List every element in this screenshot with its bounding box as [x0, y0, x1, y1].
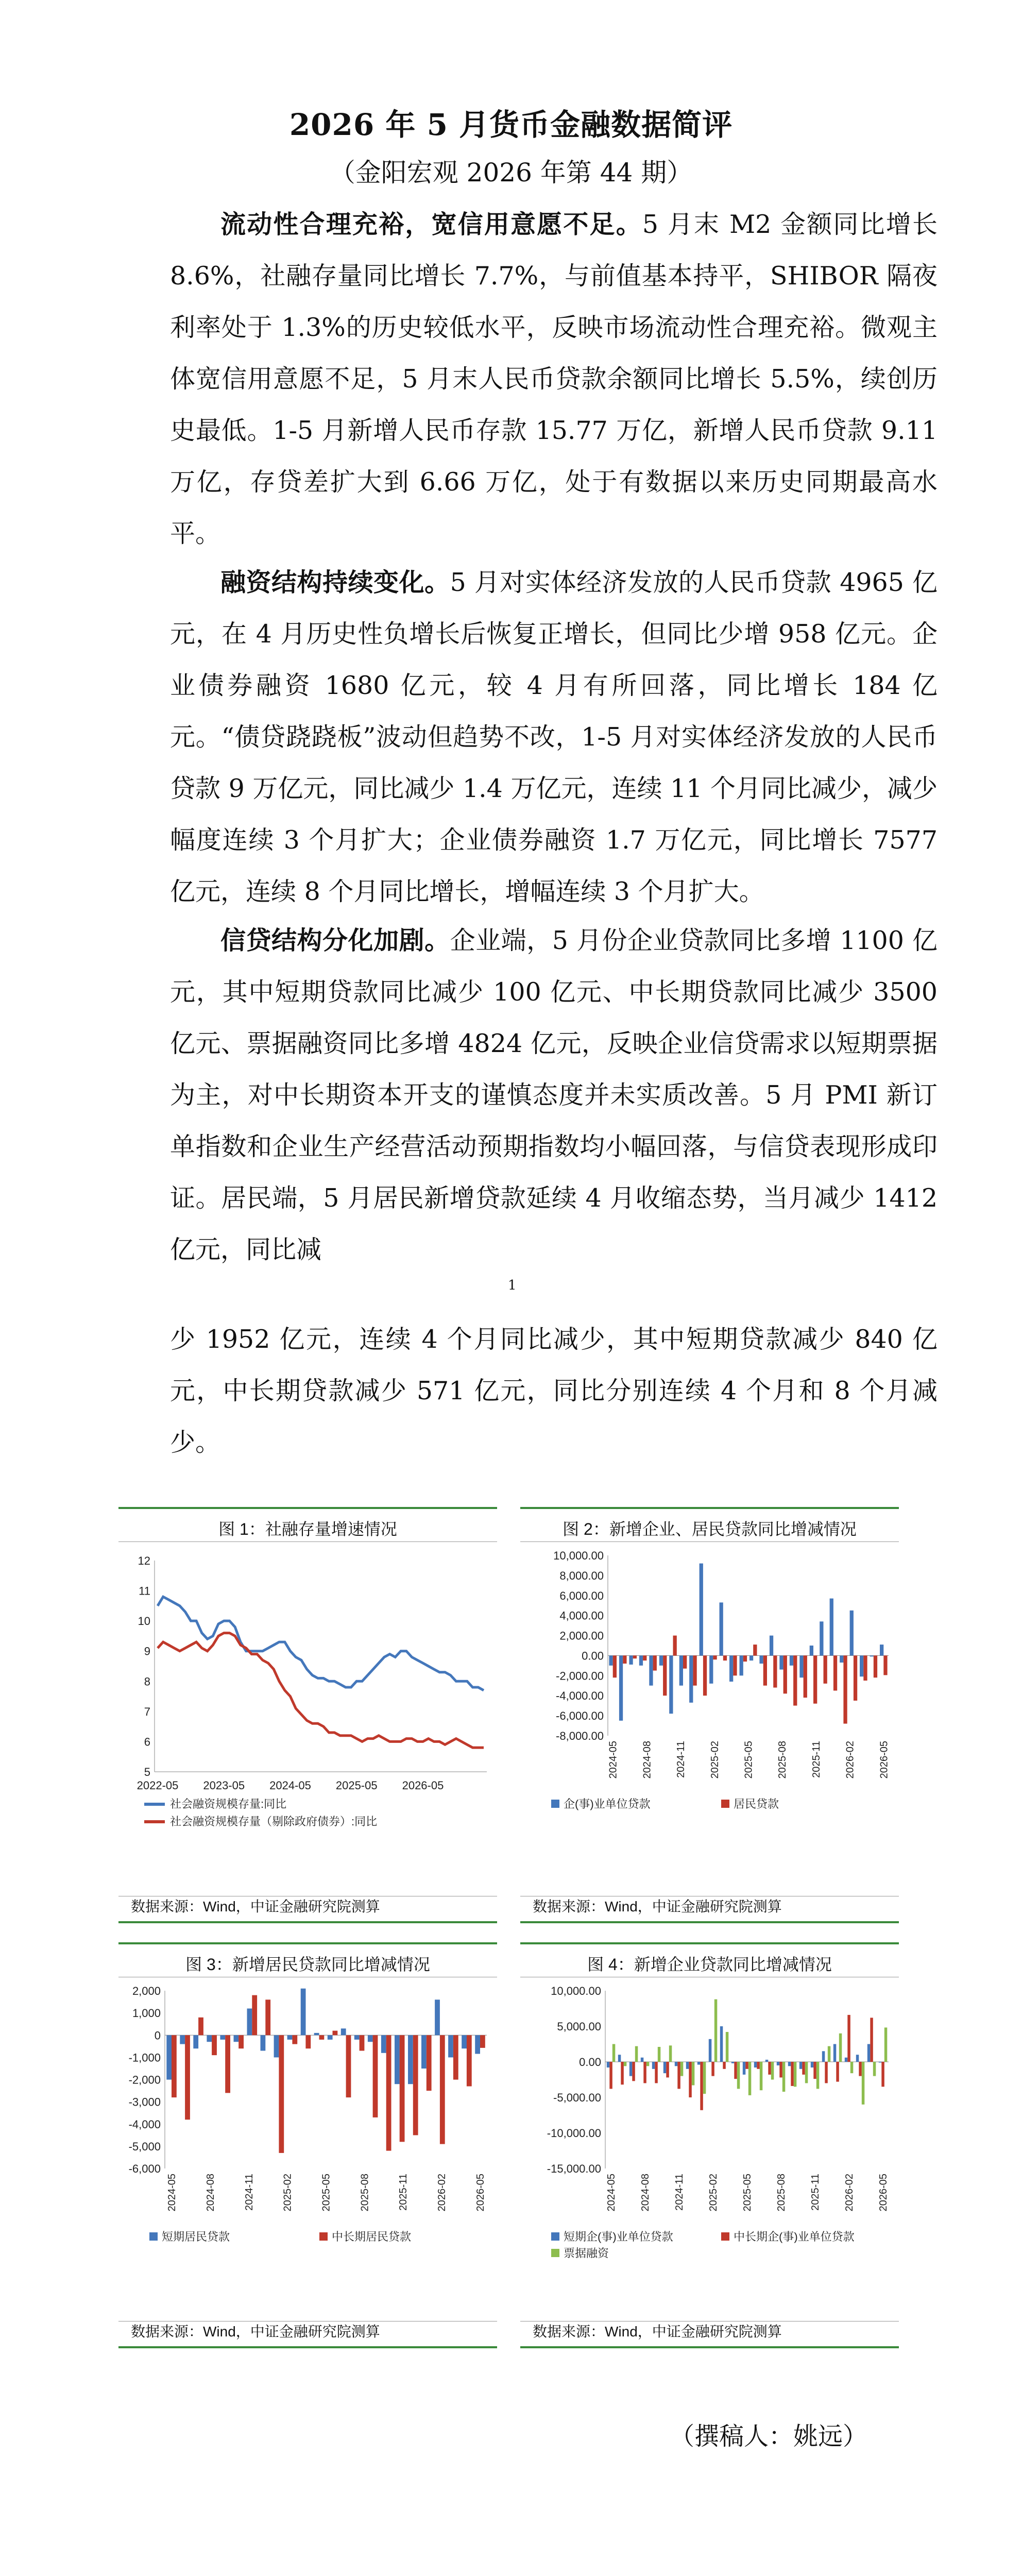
x-tick-label: 2024-08 — [641, 1741, 653, 1779]
y-tick-label: 5,000.00 — [557, 2020, 601, 2033]
figure-source: 数据来源：Wind，中证金融研究院测算 — [131, 1899, 380, 1914]
bar — [643, 1655, 646, 1660]
x-tick-label: 2024-08 — [205, 2174, 216, 2212]
bar — [609, 2062, 612, 2089]
bar — [689, 1655, 693, 1702]
bar — [768, 2062, 771, 2075]
bar — [413, 2035, 418, 2135]
bar — [759, 1655, 763, 1664]
y-tick-label: 5 — [144, 1766, 150, 1778]
figure-source: 数据来源：Wind，中证金融研究院测算 — [533, 2324, 782, 2340]
paragraph-text: 5 月末 M2 金额同比增长 8.6%，社融存量同比增长 7.7%，与前值基本持平，SHIBOR 隔夜利率处于 1.3%的历史较低水平，反映市场流动性合理充裕。微观主体宽信用意愿不足，5 月末人民币贷款余额同比增长 5.5%，续创历史最低。1-5 月新增人民币存款 15.77 万亿，新增人民币贷款 9.11 万亿，存贷差扩大到 6.66 万亿，处于有数据以来历史同期最高水平。 — [170, 210, 938, 548]
bar — [453, 2035, 458, 2079]
x-tick-label: 2024-11 — [674, 2174, 685, 2211]
y-tick-label: -3,000 — [128, 2095, 161, 2109]
x-tick-label: 2025-05 — [335, 1779, 378, 1792]
figure-title: 图 2：新增企业、居民贷款同比增减情况 — [563, 1520, 857, 1538]
bar — [693, 1655, 696, 1685]
bar — [862, 2062, 865, 2105]
bar — [623, 1655, 626, 1664]
bar — [813, 1655, 817, 1703]
author-line: （撰稿人：姚远） — [669, 2422, 867, 2451]
bar — [788, 2062, 791, 2066]
x-tick-label: 2025-02 — [709, 1741, 721, 1779]
figure-3 — [118, 1942, 497, 2348]
legend-label: 短期居民贷款 — [162, 2230, 230, 2243]
bar — [639, 1655, 643, 1665]
bar — [839, 2033, 842, 2062]
bar — [261, 2035, 266, 2050]
bar — [328, 2035, 333, 2040]
bar — [753, 1645, 757, 1655]
x-tick-label: 2025-08 — [777, 1741, 789, 1779]
bar — [613, 1655, 617, 1677]
bar — [448, 2035, 453, 2057]
bar — [854, 1655, 857, 1701]
y-tick-label: 9 — [144, 1645, 150, 1658]
legend-label: 社会融资规模存量:同比 — [170, 1798, 287, 1810]
bar — [400, 2035, 405, 2142]
bar — [305, 2035, 311, 2048]
bar — [641, 2058, 644, 2062]
y-tick-label: 7 — [144, 1705, 150, 1718]
bar — [825, 2062, 828, 2083]
y-tick-label: 2,000 — [132, 1985, 161, 1997]
paragraph-lead: 流动性合理充裕，宽信用意愿不足。 — [220, 209, 642, 239]
bar — [663, 2062, 667, 2073]
bar — [234, 2035, 239, 2042]
x-tick-label: 2026-05 — [474, 2174, 486, 2212]
bar — [612, 2044, 616, 2062]
bar — [686, 2062, 689, 2069]
paragraph-lead: 融资结构持续变化。 — [220, 567, 450, 597]
bar — [791, 2062, 794, 2086]
bar — [624, 2062, 627, 2066]
bar — [820, 1621, 823, 1655]
x-tick-label: 2025-08 — [359, 2174, 371, 2212]
bar — [666, 2062, 669, 2077]
y-tick-label: -4,000 — [128, 2117, 161, 2131]
y-tick-label: 2,000.00 — [559, 1629, 604, 1642]
bar — [880, 1645, 883, 1655]
legend-label: 短期企(事)业单位贷款 — [564, 2230, 673, 2243]
bar — [723, 1655, 727, 1660]
legend-swatch — [721, 2232, 729, 2241]
bar — [462, 2035, 467, 2048]
bar — [782, 2062, 786, 2092]
bar — [408, 2035, 413, 2084]
y-tick-label: -4,000.00 — [556, 1689, 604, 1703]
bar — [619, 1655, 623, 1720]
bar — [649, 1655, 653, 1685]
bar — [802, 2062, 805, 2075]
bar — [697, 2062, 701, 2065]
x-tick-label: 2024-05 — [269, 1779, 311, 1792]
x-tick-label: 2026-05 — [878, 2174, 889, 2212]
bar — [760, 2062, 763, 2090]
footnote-page-mark: 1 — [508, 1278, 517, 1293]
figure-source: 数据来源：Wind，中证金融研究院测算 — [131, 2324, 380, 2340]
bar — [185, 2035, 190, 2120]
bar — [824, 1655, 827, 1683]
bar — [220, 2035, 225, 2040]
bar — [740, 1655, 743, 1675]
bar — [354, 2035, 360, 2040]
x-tick-label: 2025-02 — [282, 2174, 294, 2212]
bar — [777, 2062, 780, 2065]
y-tick-label: -1,000 — [128, 2051, 161, 2064]
figure-title: 图 1：社融存量增速情况 — [218, 1520, 397, 1538]
bar — [319, 2035, 325, 2040]
series-line-2 — [158, 1633, 484, 1748]
bar — [779, 1655, 783, 1669]
document-title: 2026 年 5 月货币金融数据简评 — [289, 107, 733, 142]
bar — [771, 2062, 774, 2080]
bar — [692, 2062, 695, 2086]
figure-source: 数据来源：Wind，中证金融研究院测算 — [533, 1899, 782, 1914]
bar — [836, 2062, 839, 2082]
bar — [279, 2035, 284, 2153]
bar — [813, 2062, 816, 2079]
legend-label: 居民贷款 — [734, 1798, 779, 1810]
legend-label: 企(事)业单位贷款 — [564, 1798, 651, 1810]
bar — [731, 2062, 735, 2063]
y-tick-label: 10,000.00 — [553, 1549, 604, 1562]
paragraph-text: 少 1952 亿元，连续 4 个月同比减少，其中短期贷款减少 840 亿元，中长期贷款减少 571 亿元，同比分别连续 4 个月和 8 个月减少。 — [170, 1325, 938, 1457]
bar — [845, 2058, 848, 2062]
chart-1-svg — [118, 1545, 497, 1875]
y-tick-label: -15,000.00 — [547, 2162, 601, 2175]
bar — [287, 2035, 293, 2040]
x-tick-label: 2022-05 — [137, 1779, 179, 1792]
bar — [799, 1655, 803, 1677]
bar — [840, 1655, 843, 1663]
bar — [172, 2035, 177, 2097]
bar — [700, 1564, 703, 1656]
x-tick-label: 2026-02 — [436, 2174, 448, 2212]
bar — [799, 2062, 803, 2069]
bar — [629, 1655, 633, 1665]
bar — [225, 2035, 230, 2093]
paragraph-liquidity — [170, 198, 938, 560]
bar — [729, 1655, 733, 1682]
bar — [212, 2035, 217, 2055]
bar — [653, 1655, 657, 1670]
bar — [679, 1655, 683, 1685]
bar — [720, 2026, 723, 2062]
bar — [314, 2033, 319, 2035]
bar — [883, 1655, 887, 1675]
bar — [867, 2044, 871, 2062]
bar — [765, 2060, 769, 2062]
figure-title: 图 3：新增居民贷款同比增减情况 — [185, 1955, 430, 1974]
bar — [794, 2062, 797, 2087]
bar — [860, 1655, 863, 1676]
document-subtitle: （金阳宏观 2026 年第 44 期） — [329, 158, 693, 188]
bar — [427, 2035, 432, 2091]
bar — [804, 1655, 807, 1698]
bar — [480, 2035, 485, 2048]
paragraph-continued — [170, 1314, 938, 1468]
chart-2-svg — [520, 1545, 899, 1875]
y-tick-label: -6,000 — [128, 2162, 161, 2175]
y-tick-label: 1,000 — [132, 2007, 161, 2020]
paragraph-text: 企业端，5 月份企业贷款同比多增 1100 亿元，其中短期贷款同比减少 100 亿元、中长期贷款同比减少 3500 亿元、票据融资同比多增 4824 亿元，反映企业信贷需求以短期票据为主，对中长期资本开支的谨慎态度并未实质改善。5 月 PMI 新订单指数和企业生产经营活动预期指数均小幅回落，与信贷表现形成印证。居民端，5 月居民新增贷款延续 4 月收缩态势，当月减少 1412 亿元，同比减 — [170, 926, 938, 1264]
bar — [659, 1655, 663, 1665]
figure-4 — [520, 1942, 899, 2348]
bar — [673, 1636, 677, 1656]
legend-swatch — [149, 2232, 158, 2241]
bar — [709, 1655, 713, 1683]
bar — [750, 1655, 753, 1660]
bar — [714, 1999, 718, 2062]
bar — [737, 2062, 740, 2089]
bar — [440, 2035, 445, 2144]
bar — [274, 2035, 279, 2057]
bar — [703, 1655, 707, 1696]
legend-label: 中长期企(事)业单位贷款 — [734, 2230, 855, 2243]
x-tick-label: 2025-08 — [776, 2174, 787, 2212]
bar — [733, 1655, 737, 1675]
x-tick-label: 2023-05 — [203, 1779, 245, 1792]
bar — [828, 2046, 831, 2062]
bar — [748, 2062, 752, 2095]
y-tick-label: 11 — [139, 1584, 150, 1598]
bar — [859, 2062, 862, 2076]
bar — [467, 2035, 472, 2086]
bar — [863, 1655, 867, 1681]
paragraph-lead: 信贷结构分化加剧。 — [220, 925, 450, 955]
x-tick-label: 2024-11 — [243, 2174, 255, 2211]
x-tick-label: 2025-05 — [743, 1741, 755, 1779]
bar — [689, 2062, 692, 2097]
y-tick-label: 12 — [138, 1554, 150, 1567]
bar — [618, 2055, 621, 2062]
bar — [621, 2062, 624, 2084]
legend-swatch — [721, 1800, 729, 1808]
paragraph-credit-structure — [170, 914, 938, 1276]
bar — [856, 2055, 859, 2062]
bar — [790, 1655, 793, 1665]
bar — [874, 1655, 877, 1677]
bar — [683, 1655, 687, 1668]
bar — [386, 2035, 391, 2150]
bar — [773, 1655, 777, 1687]
x-tick-label: 2026-02 — [844, 2174, 855, 2212]
bar — [757, 2062, 760, 2069]
bar — [677, 2062, 680, 2089]
bar — [743, 2062, 746, 2075]
bar — [881, 2062, 884, 2087]
bar — [421, 2035, 427, 2069]
bar — [873, 2062, 876, 2076]
bar — [368, 2035, 373, 2042]
bar — [373, 2035, 378, 2117]
paragraph-text: 5 月对实体经济发放的人民币贷款 4965 亿元，在 4 月历史性负增长后恢复正增长，但同比少增 958 亿元。企业债券融资 1680 亿元，较 4 月有所回落，同比增长 184 亿元。“债贷跷跷板”波动但趋势不改，1-5 月对实体经济发放的人民币贷款 9 万亿元，同比减少 1.4 万亿元，连续 11 个月同比减少，减少幅度连续 3 个月扩大；企业债券融资 1.7 万亿元，同比增长 7577 亿元，连续 8 个月同比增长，增幅连续 3 个月扩大。 — [170, 568, 938, 906]
x-tick-label: 2025-11 — [810, 2174, 821, 2211]
legend-label: 票据融资 — [564, 2247, 609, 2260]
legend-swatch — [551, 2249, 559, 2257]
bar — [663, 1655, 667, 1696]
bar — [346, 2035, 351, 2097]
y-tick-label: 0.00 — [582, 1649, 604, 1663]
series-line-1 — [158, 1597, 484, 1690]
bar — [745, 2062, 748, 2069]
x-tick-label: 2024-05 — [606, 2174, 617, 2212]
x-tick-label: 2024-05 — [607, 1741, 619, 1779]
bar — [652, 2062, 655, 2069]
y-tick-label: 8,000.00 — [559, 1569, 604, 1582]
paragraph-financing-structure — [170, 556, 938, 918]
bar — [680, 2062, 684, 2076]
y-tick-label: -8,000.00 — [556, 1730, 604, 1742]
x-tick-label: 2024-05 — [166, 2174, 178, 2212]
bar — [265, 1999, 270, 2035]
x-tick-label: 2026-05 — [878, 1741, 890, 1779]
bar — [198, 2018, 203, 2036]
y-tick-label: -6,000.00 — [556, 1709, 604, 1723]
x-tick-label: 2025-05 — [742, 2174, 753, 2212]
y-tick-label: 4,000.00 — [559, 1609, 604, 1622]
bar — [726, 2032, 729, 2062]
legend-swatch — [551, 1800, 559, 1808]
bar — [180, 2035, 185, 2044]
bar — [734, 2062, 737, 2079]
y-tick-label: -5,000 — [128, 2140, 161, 2153]
bar — [381, 2035, 386, 2053]
bar — [833, 1655, 837, 1690]
x-tick-label: 2026-05 — [402, 1779, 444, 1792]
x-tick-label: 2025-11 — [810, 1741, 822, 1778]
bar — [252, 1995, 257, 2036]
x-tick-label: 2025-11 — [398, 2174, 410, 2211]
bar — [193, 2035, 198, 2048]
y-tick-label: 10,000.00 — [551, 1985, 601, 1997]
bar — [713, 1655, 717, 1659]
bar — [239, 2035, 244, 2048]
y-tick-label: 6 — [144, 1735, 150, 1749]
y-tick-label: 0 — [154, 2029, 161, 2042]
bar — [301, 1989, 306, 2036]
bar — [850, 1611, 854, 1656]
x-tick-label: 2024-08 — [640, 2174, 651, 2212]
y-tick-label: 0.00 — [579, 2056, 601, 2069]
chart-3-svg — [118, 1980, 497, 2300]
bar — [166, 2035, 172, 2079]
bar — [632, 2062, 635, 2081]
figure-title: 图 4：新增企业贷款同比增减情况 — [587, 1955, 832, 1974]
x-tick-label: 2025-05 — [320, 2174, 332, 2212]
y-tick-label: -2,000.00 — [556, 1669, 604, 1683]
bar — [843, 1655, 847, 1723]
bar — [475, 2035, 480, 2054]
bar — [655, 2062, 658, 2083]
bar — [646, 2062, 650, 2066]
bar — [711, 2062, 714, 2076]
bar — [360, 2035, 365, 2050]
legend-label: 中长期居民贷款 — [332, 2230, 412, 2243]
y-tick-label: 6,000.00 — [559, 1589, 604, 1602]
legend-label: 社会融资规模存量（剔除政府债券）:同比 — [170, 1815, 378, 1828]
bar — [793, 1655, 797, 1705]
bar — [783, 1655, 787, 1693]
bar — [703, 2062, 706, 2094]
bar — [811, 2062, 814, 2067]
bar — [435, 1999, 440, 2035]
y-tick-label: -2,000 — [128, 2073, 161, 2087]
y-tick-label: -10,000.00 — [547, 2127, 601, 2140]
bar — [658, 2047, 661, 2062]
bar — [763, 1655, 767, 1685]
bar — [805, 2062, 808, 2083]
bar — [629, 2062, 633, 2076]
x-tick-label: 2025-02 — [708, 2174, 719, 2212]
bar — [816, 2062, 820, 2089]
legend-swatch — [319, 2232, 328, 2241]
bar — [743, 1655, 747, 1662]
bar — [675, 2062, 678, 2066]
bar — [607, 2062, 610, 2067]
figure-2 — [520, 1507, 899, 1923]
bar — [870, 2018, 873, 2062]
bar — [833, 2044, 837, 2062]
bar — [395, 2035, 400, 2084]
bar — [822, 2051, 825, 2062]
bar — [643, 2062, 646, 2083]
x-tick-label: 2024-11 — [675, 1741, 687, 1778]
bar — [669, 1655, 673, 1714]
bar — [830, 1599, 833, 1656]
bar — [669, 2045, 672, 2062]
figure-1 — [118, 1507, 497, 1923]
bar — [870, 1655, 874, 1656]
bar — [341, 2028, 346, 2035]
y-tick-label: 8 — [144, 1675, 150, 1688]
bar — [884, 2027, 888, 2062]
bar — [779, 2062, 782, 2077]
bar — [635, 2046, 638, 2062]
bar — [292, 2035, 297, 2044]
bar — [333, 2031, 338, 2036]
bar — [609, 1655, 612, 1665]
chart-4-svg — [520, 1980, 899, 2300]
bar — [633, 1655, 637, 1658]
y-tick-label: -5,000.00 — [553, 2091, 601, 2104]
bar — [709, 2039, 712, 2062]
bar — [723, 2062, 726, 2069]
bar — [247, 2009, 252, 2036]
legend-swatch — [551, 2232, 559, 2241]
bar — [810, 1646, 813, 1655]
bar — [700, 2062, 703, 2110]
bar — [207, 2035, 212, 2042]
y-tick-label: 10 — [138, 1615, 150, 1628]
bar — [770, 1636, 773, 1656]
bar — [850, 2062, 854, 2073]
bar — [754, 2062, 757, 2067]
bar — [720, 1602, 723, 1655]
x-tick-label: 2026-02 — [844, 1741, 856, 1779]
bar — [847, 2015, 850, 2062]
